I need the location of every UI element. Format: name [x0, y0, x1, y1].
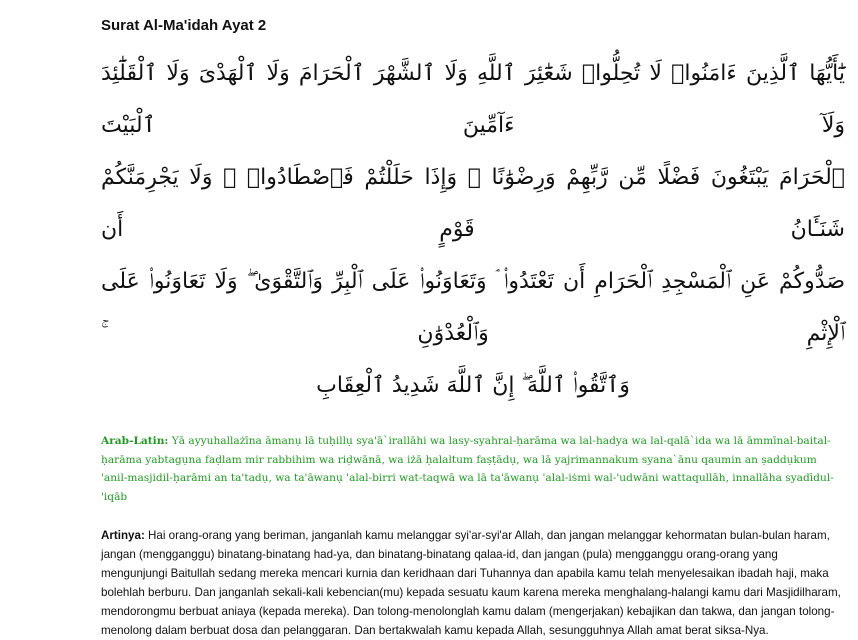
page-title: Surat Al-Ma'idah Ayat 2 [101, 17, 267, 34]
transliteration [101, 432, 845, 506]
transliteration-text: Yā ayyuhallażīna āmanụ lā tuḥillụ sya'ā`irallāhi wa lasy-syahral-ḥarāma wa lal-hadya wa lal-qalā`ida wa lā āmmīnal-baital-ḥarāma yabtagụna faḍlam mir rabbihim wa riḍwānā, wa iżā ḥalaltum faṣṭādụ, wa lā yajrimannakum syana`ānu qaumin an ṣaddụkum 'anil-masjidil-ḥarāmi an ta'tadụ, wa ta'āwanụ 'alal-birri wat-taqwā wa lā ta'āwanụ 'alal-iṡmi wal-'udwāni wattaqullāh, innallāha syadīdul-'iqāb [101, 435, 834, 503]
translation-label: Artinya: [101, 529, 145, 542]
article [101, 0, 845, 640]
arabic-line: وَٱتَّقُوا۟ ٱللَّهَ ۖ إِنَّ ٱللَّهَ شَدِيدُ ٱلْعِقَابِ [316, 373, 630, 398]
transliteration-label: Arab-Latin: [101, 435, 169, 447]
arabic-verse [101, 48, 845, 415]
arabic-line: ٱلْحَرَامَ يَبْتَغُونَ فَضْلًا مِّن رَّبِّهِمْ وَرِضْوَٰنًا ۚ وَإِذَا حَلَلْتُمْ فَٱصْطَادُوا۟ ۚ وَلَا يَجْرِمَنَّكُمْ شَنَـَٔانُ قَوْمٍ أَن [101, 165, 845, 242]
arabic-line: يَٰٓأَيُّهَا ٱلَّذِينَ ءَامَنُوا۟ لَا تُحِلُّوا۟ شَعَٰٓئِرَ ٱللَّهِ وَلَا ٱلشَّهْرَ ٱلْحَرَامَ وَلَا ٱلْهَدْىَ وَلَا ٱلْقَلَٰٓئِدَ وَلَآ ءَآمِّينَ ٱلْبَيْتَ [101, 61, 845, 138]
translation-text: Hai orang-orang yang beriman, janganlah kamu melanggar syi'ar-syi'ar Allah, dan jangan melanggar kehormatan bulan-bulan haram, jangan (mengganggu) binatang-binatang had-ya, dan binatang-binatang qalaa-id, dan jangan (pula) mengganggu orang-orang yang mengunjungi Baitullah sedang mereka mencari kurnia dan keridhaan dari Tuhannya dan apabila kamu telah menyelesaikan ibadah haji, maka bolehlah berburu. Dan janganlah sekali-kali kebencian(mu) kepada sesuatu kaum karena mereka menghalang-halangi kamu dari Masjidilharam, mendorongmu berbuat aniaya (kepada mereka). Dan tolong-menolonglah kamu dalam (mengerjakan) kebajikan dan takwa, dan jangan tolong-menolong dalam berbuat dosa dan pelanggaran. Dan bertakwalah kamu kepada Allah, sesungguhnya Allah amat berat siksa-Nya. [101, 529, 841, 637]
arabic-line: صَدُّوكُمْ عَنِ ٱلْمَسْجِدِ ٱلْحَرَامِ أَن تَعْتَدُوا۟ ۘ وَتَعَاوَنُوا۟ عَلَى ٱلْبِرِّ وَٱلتَّقْوَىٰ ۖ وَلَا تَعَاوَنُوا۟ عَلَى ٱلْإِثْمِ وَٱلْعُدْوَٰنِ ۚ [101, 269, 845, 346]
translation [101, 526, 845, 640]
